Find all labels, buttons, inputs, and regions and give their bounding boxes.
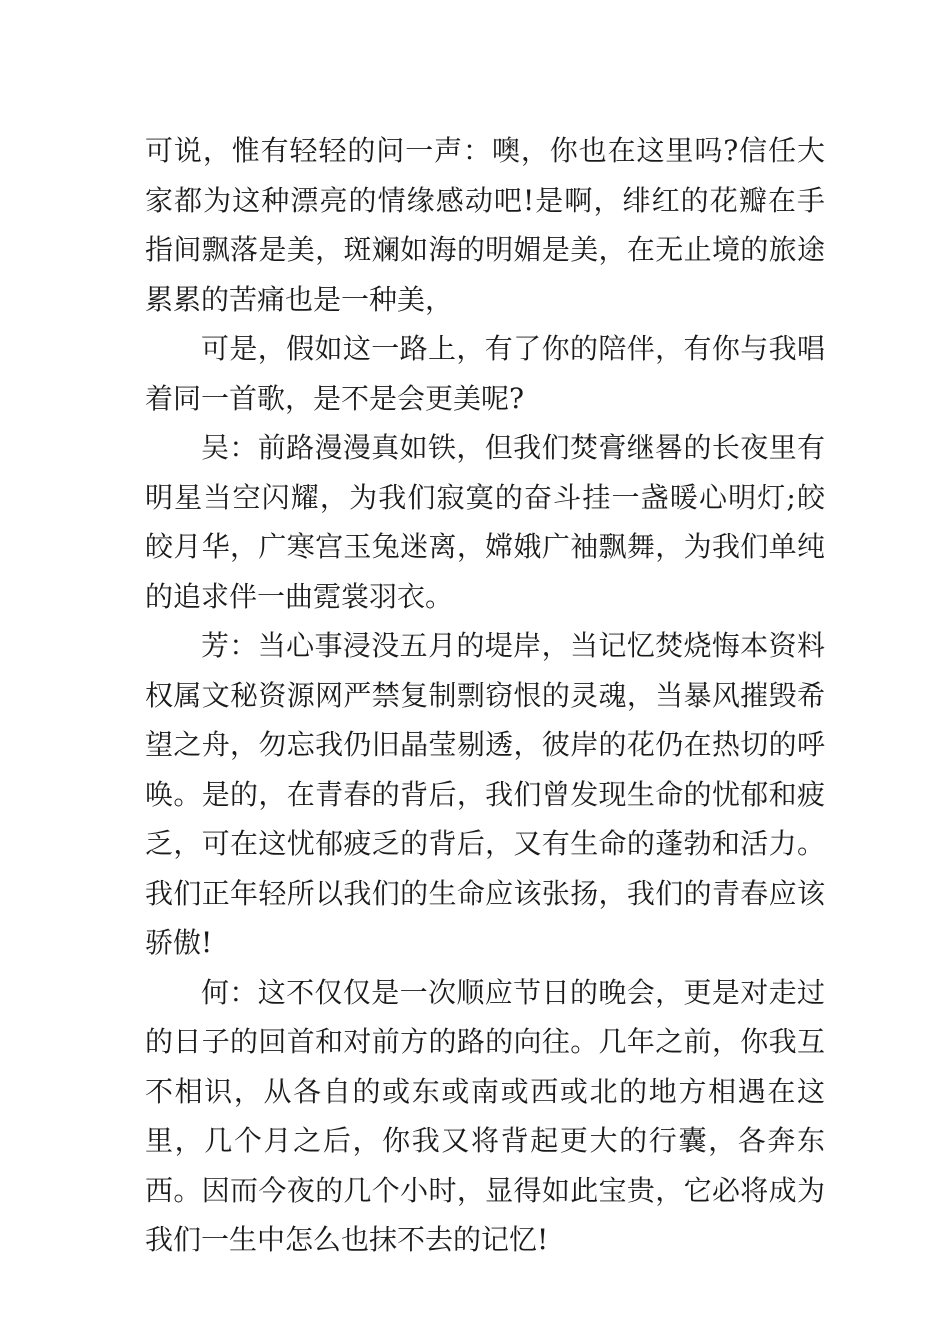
paragraph-continuation: 可说，惟有轻轻的问一声：噢，你也在这里吗?信任大家都为这种漂亮的情缘感动吧!是啊，绯红的花瓣在手指间飘落是美，斑斓如海的明媚是美，在无止境的旅途累累的苦痛也是一种美，: [145, 134, 825, 316]
document-body: [145, 126, 825, 1265]
paragraph-fang: 芳：当心事浸没五月的堤岸，当记忆焚烧悔本资料权属文秘资源网严禁复制剽窃恨的灵魂，当暴风摧毁希望之舟，勿忘我仍旧晶莹剔透，彼岸的花仍在热切的呼唤。是的，在青春的背后，我们曾发现生命的忧郁和疲乏，可在这忧郁疲乏的背后，又有生命的蓬勃和活力。我们正年轻所以我们的生命应该张扬，我们的青春应该骄傲!: [145, 629, 825, 959]
paragraph-wu: 吴：前路漫漫真如铁，但我们焚膏继晷的长夜里有明星当空闪耀，为我们寂寞的奋斗挂一盏暖心明灯;皎皎月华，广寒宫玉兔迷离，嫦娥广袖飘舞，为我们单纯的追求伴一曲霓裳羽衣。: [145, 431, 825, 613]
paragraph-question: 可是，假如这一路上，有了你的陪伴，有你与我唱着同一首歌，是不是会更美呢?: [145, 332, 825, 415]
paragraph-he: 何：这不仅仅是一次顺应节日的晚会，更是对走过的日子的回首和对前方的路的向往。几年之前，你我互不相识，从各自的或东或南或西或北的地方相遇在这里，几个月之后，你我又将背起更大的行囊，各奔东西。因而今夜的几个小时，显得如此宝贵，它必将成为我们一生中怎么也抹不去的记忆!: [145, 975, 825, 1256]
